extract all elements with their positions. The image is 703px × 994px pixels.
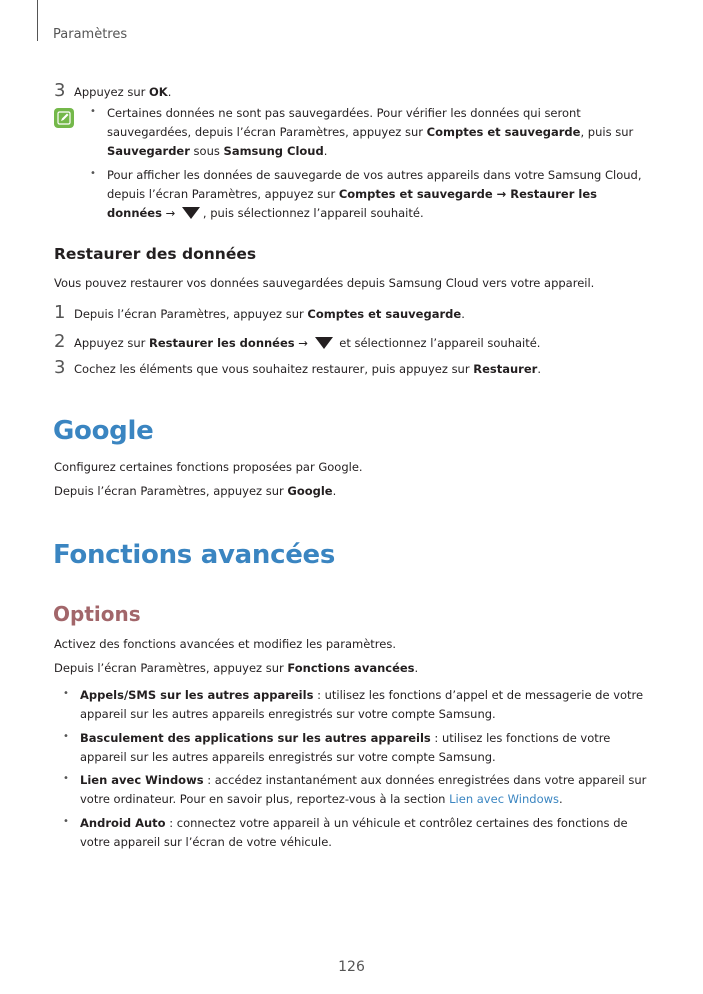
restore-step-1 — [54, 304, 465, 323]
step-text: Appuyez sur OK. — [74, 85, 172, 99]
header-divider — [37, 0, 38, 41]
section-header: Paramètres — [53, 27, 128, 42]
option-item: • Android Auto : connectez votre appareil à un véhicule et contrôlez certaines des fonctions de votre appareil sur l’écran de votre véhicule. — [80, 814, 650, 852]
option-item: • Lien avec Windows : accédez instantanément aux données enregistrées dans votre appareil sur votre ordinateur. Pour en savoir plus, reportez-vous à la section Lien avec Windows. — [80, 771, 650, 809]
step-number: 1 — [54, 302, 66, 323]
step-ok — [54, 82, 171, 101]
restore-step-3 — [54, 359, 541, 378]
page-number: 126 — [338, 959, 365, 975]
more-options-triangle-icon — [182, 207, 200, 219]
google-heading: Google — [53, 416, 154, 446]
note-item: • Pour afficher les données de sauvegarde de vos autres appareils dans votre Samsung Cloud, depuis l’écran Paramètres, appuyez sur Comptes et sauvegarde → Restaurer les données → , puis sélectionnez l’appareil souhaité. — [107, 166, 652, 223]
note-item: • Certaines données ne sont pas sauvegardées. Pour vérifier les données qui seront sauvegardées, depuis l’écran Paramètres, appuyez sur Comptes et sauvegarde, puis sur Sauvegarder sous Samsung Cloud. — [107, 104, 652, 161]
step-text: Depuis l’écran Paramètres, appuyez sur Comptes et sauvegarde. — [74, 307, 465, 321]
options-line-2: Depuis l’écran Paramètres, appuyez sur Fonctions avancées. — [54, 661, 419, 675]
google-line-1: Configurez certaines fonctions proposées par Google. — [54, 460, 363, 474]
option-item: • Appels/SMS sur les autres appareils : utilisez les fonctions d’appel et de messagerie de votre appareil sur les autres appareils enregistrés sur votre compte Samsung. — [80, 686, 650, 724]
step-number: 3 — [54, 80, 66, 101]
restore-intro: Vous pouvez restaurer vos données sauvegardées depuis Samsung Cloud vers votre appareil. — [54, 276, 595, 290]
google-line-2: Depuis l’écran Paramètres, appuyez sur Google. — [54, 484, 337, 498]
options-line-1: Activez des fonctions avancées et modifiez les paramètres. — [54, 637, 396, 651]
option-item: • Basculement des applications sur les autres appareils : utilisez les fonctions de votre appareil sur les autres appareils enregistrés sur votre compte Samsung. — [80, 729, 650, 767]
options-heading: Options — [53, 602, 141, 626]
step-number: 2 — [54, 331, 66, 352]
more-options-triangle-icon — [315, 337, 333, 349]
windows-link[interactable]: Lien avec Windows — [449, 791, 560, 806]
restore-heading: Restaurer des données — [54, 245, 257, 263]
step-number: 3 — [54, 357, 66, 378]
advanced-heading: Fonctions avancées — [53, 540, 336, 570]
note-pencil-icon — [54, 108, 74, 128]
restore-step-2 — [54, 333, 540, 352]
step-text: Cochez les éléments que vous souhaitez restaurer, puis appuyez sur Restaurer. — [74, 362, 541, 376]
step-text: Appuyez sur Restaurer les données → et sélectionnez l’appareil souhaité. — [74, 336, 541, 350]
